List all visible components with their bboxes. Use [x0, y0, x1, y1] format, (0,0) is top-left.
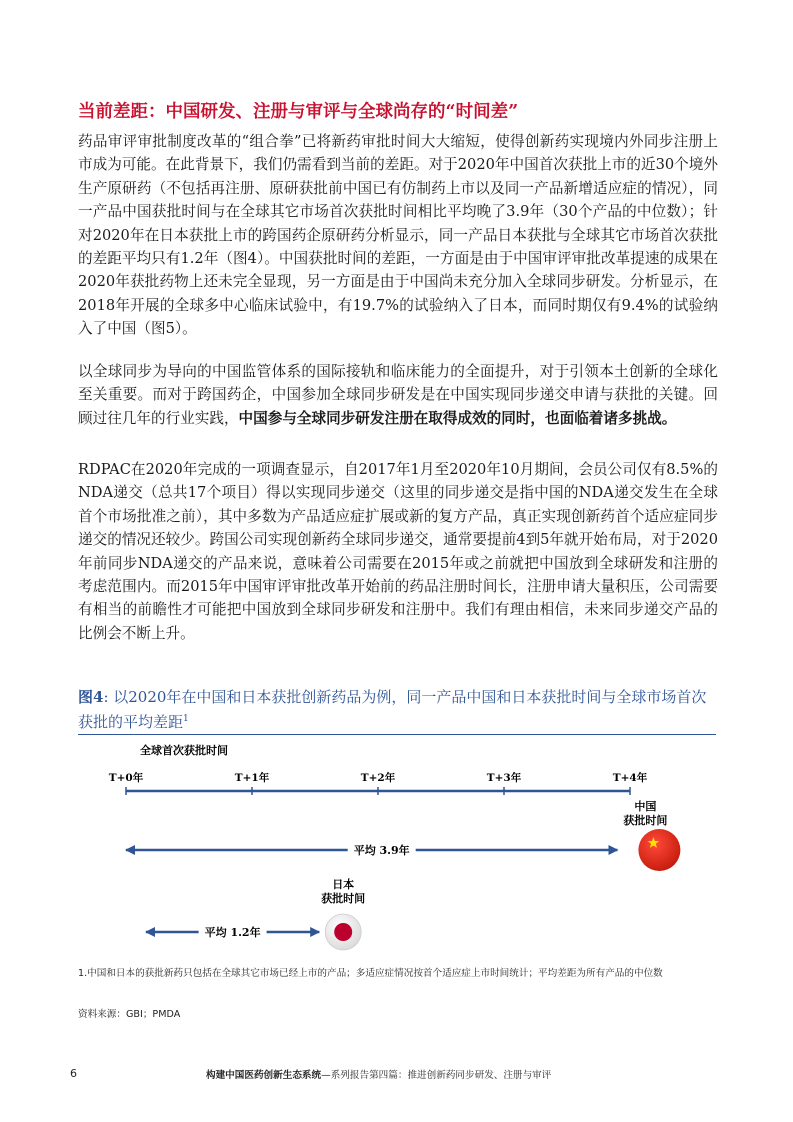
- figure-title: [78, 686, 718, 733]
- figure-footnote: 1.中国和日本的获批新药只包括在全球其它市场已经上市的产品；多适应症情况按首个适应症上市时间统计；平均差距为所有产品的中位数: [78, 968, 663, 979]
- page-number: 6: [70, 1067, 77, 1080]
- tick-label: T+3年: [486, 772, 522, 784]
- china-average-label: 平均 3.9年: [353, 844, 410, 857]
- japan-average-label: 平均 1.2年: [204, 926, 261, 939]
- japan-marker-label-2: 获批时间: [321, 892, 366, 905]
- section-heading: 当前差距：中国研发、注册与审评与全球尚存的“时间差”: [78, 102, 519, 122]
- footer-title-rest: —系列报告第四篇：推进创新药同步研发、注册与审评: [321, 1070, 552, 1081]
- figure-title-text: : 以2020年在中国和日本获批创新药品为例，同一产品中国和日本获批时间与全球市场首次获批的平均差距: [78, 688, 707, 731]
- china-flag-icon: [638, 829, 680, 871]
- paragraph-rdpac-survey: RDPAC在2020年完成的一项调查显示，自2017年1月至2020年10月期间，会员公司仅有8.5%的NDA递交（总共17个项目）得以实现同步递交（这里的同步递交是指中国的NDA递交发生在全球首个市场批准之前），其中多数为产品适应症扩展或新的复方产品，真正实现创新药首个适应症同步递交的情况还较少。跨国公司实现创新药全球同步递交，通常要提前4到5年就开始布局，对于2020年前同步NDA递交的产品来说，意味着公司需要在2015年或之前就把中国放到全球研发和注册的考虑范围内。而2015年中国审评审批改革开始前的药品注册时间长，注册申请大量积压，公司需要有相当的前瞻性才可能把中国放到全球同步研发和注册中。我们有理由相信，未来同步递交产品的比例会不断上升。: [78, 461, 718, 642]
- paragraph-global-sync-text: 以全球同步为导向的中国监管体系的国际接轨和临床能力的全面提升，对于引领本土创新的全球化至关重要。而对于跨国药企，中国参加全球同步研发是在中国实现同步递交申请与获批的关键。回顾过往几年的行业实践，: [78, 363, 718, 427]
- figure-number: 图4: [78, 688, 104, 706]
- footer-title: [206, 1067, 726, 1081]
- figure-source: 资料来源：GBI；PMDA: [78, 1009, 181, 1020]
- approval-timeline-chart: [78, 736, 718, 961]
- tick-label: T+0年: [108, 772, 144, 784]
- china-marker-label: 中国: [634, 800, 657, 813]
- tick-label: T+1年: [234, 772, 270, 784]
- paragraph-global-sync-emphasis: 中国参与全球同步研发注册在取得成效的同时，也面临着诸多挑战。: [238, 409, 677, 427]
- china-marker-label-2: 获批时间: [623, 814, 668, 827]
- japan-marker-label: 日本: [332, 878, 355, 891]
- paragraph-global-sync: [78, 360, 718, 430]
- tick-label: T+2年: [360, 772, 396, 784]
- paragraph-time-gap: 药品审评审批制度改革的“组合拳”已将新药审批时间大大缩短，使得创新药实现境内外同步注册上市成为可能。在此背景下，我们仍需看到当前的差距。对于2020年中国首次获批上市的近30个境外生产原研药（不包括再注册、原研获批前中国已有仿制药上市以及同一产品新增适应症的情况），同一产品中国获批时间与在全球其它市场首次获批时间相比平均晚了3.9年（30个产品的中位数）；针对2020年在日本获批上市的跨国药企原研药分析显示，同一产品日本获批与全球其它市场首次获批的差距平均只有1.2年（图4）。中国获批时间的差距，一方面是由于中国审评审批改革提速的成果在2020年获批药物上还未完全显现，另一方面是由于中国尚未充分加入全球同步研发。分析显示，在2018年开展的全球多中心临床试验中，有19.7%的试验纳入了日本，而同时期仅有9.4%的试验纳入了中国（图5）。: [78, 133, 718, 338]
- timeline-title: 全球首次获批时间: [140, 744, 228, 757]
- figure-title-superscript: 1: [183, 714, 189, 724]
- japan-flag-icon: [325, 914, 361, 950]
- footer-title-bold: 构建中国医药创新生态系统: [206, 1070, 322, 1081]
- tick-label: T+4年: [612, 772, 648, 784]
- figure-rule: [78, 734, 716, 735]
